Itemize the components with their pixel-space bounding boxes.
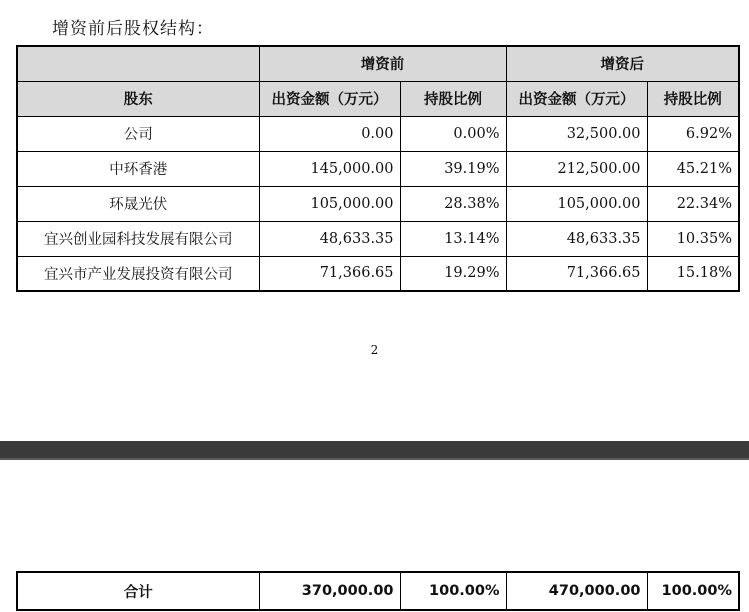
header-row-groups [17,46,739,81]
amount-after: 32,500.00 [506,116,647,151]
header-amount-after: 出资金额（万元） [506,81,647,116]
amount-before: 0.00 [259,116,400,151]
header-amount-before: 出资金额（万元） [259,81,400,116]
shareholder-name: 环晟光伏 [17,186,259,221]
amount-before: 71,366.65 [259,256,400,291]
ratio-after: 45.21% [647,151,739,186]
table-row [17,221,739,256]
header-blank-cell [17,46,259,81]
amount-after: 105,000.00 [506,186,647,221]
total-row-table [16,571,740,611]
amount-after: 212,500.00 [506,151,647,186]
shareholder-name: 公司 [17,116,259,151]
amount-after: 48,633.35 [506,221,647,256]
total-ratio-after: 100.00% [647,572,739,610]
shareholder-name: 宜兴创业园科技发展有限公司 [17,221,259,256]
shareholder-name: 中环香港 [17,151,259,186]
page-break-divider [0,441,749,460]
header-before-capital-increase: 增资前 [259,46,506,81]
table-row [17,116,739,151]
total-row [17,572,739,610]
header-shareholder: 股东 [17,81,259,116]
amount-before: 105,000.00 [259,186,400,221]
total-amount-after: 470,000.00 [506,572,647,610]
table-row [17,256,739,291]
ratio-before: 19.29% [400,256,506,291]
header-after-capital-increase: 增资后 [506,46,739,81]
table-caption: 增资前后股权结构： [52,19,214,39]
total-label: 合计 [17,572,259,610]
amount-after: 71,366.65 [506,256,647,291]
ratio-before: 13.14% [400,221,506,256]
amount-before: 48,633.35 [259,221,400,256]
ratio-after: 15.18% [647,256,739,291]
ratio-after: 6.92% [647,116,739,151]
header-ratio-after: 持股比例 [647,81,739,116]
header-ratio-before: 持股比例 [400,81,506,116]
equity-structure-table [16,45,740,292]
ratio-after: 10.35% [647,221,739,256]
ratio-before: 28.38% [400,186,506,221]
shareholder-name: 宜兴市产业发展投资有限公司 [17,256,259,291]
amount-before: 145,000.00 [259,151,400,186]
table-row [17,186,739,221]
ratio-before: 0.00% [400,116,506,151]
header-row-columns [17,81,739,116]
ratio-after: 22.34% [647,186,739,221]
total-amount-before: 370,000.00 [259,572,400,610]
total-ratio-before: 100.00% [400,572,506,610]
table-row [17,151,739,186]
ratio-before: 39.19% [400,151,506,186]
page-number: 2 [370,343,379,357]
